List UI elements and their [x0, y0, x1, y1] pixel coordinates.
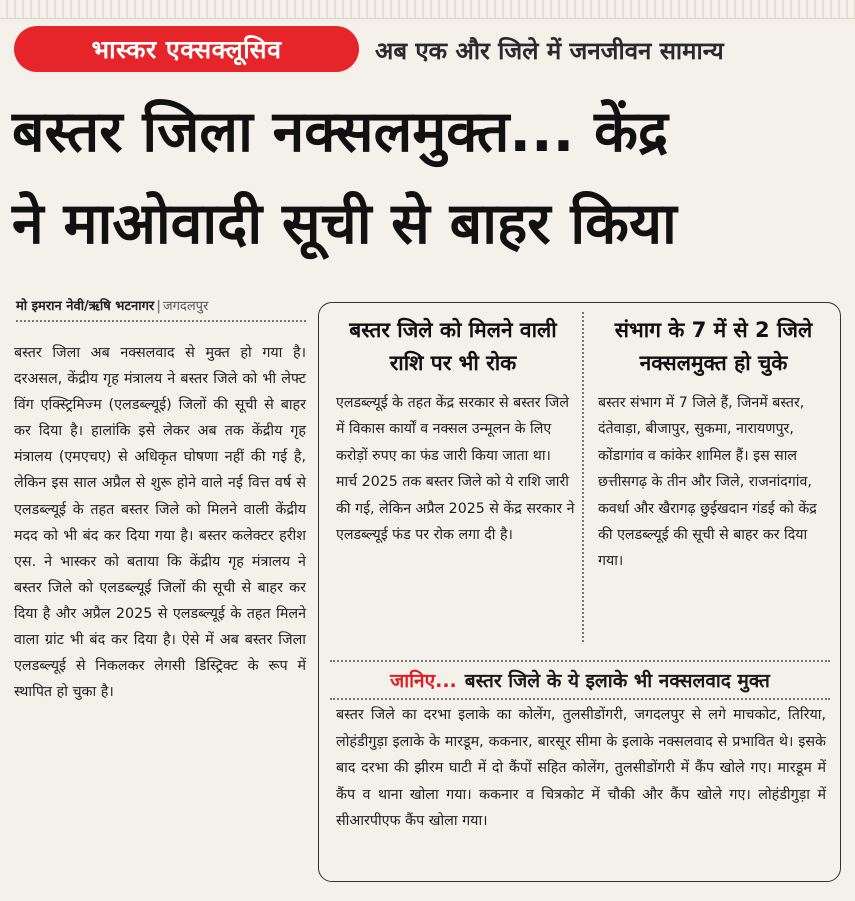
headline-line-2: ने माओवादी सूची से बाहर किया — [12, 191, 677, 257]
sidebar2-title: संभाग के 7 में से 2 जिले नक्सलमुक्त हो चुके — [614, 318, 813, 375]
janiye-body: बस्तर जिले का दरभा इलाके का कोलेंग, तुलसीडोंगरी, जगदलपुर से लगे माचकोट, तिरिया, लोहंडीगुड़ा इलाके के मारडूम, ककनार, बारसूर सीमा के इलाके नक्सलवाद से प्रभावित थे। इसके बाद दरभा की झीरम घाटी में दो कैंपों सहित कोलेंग, तुलसीडोंगरी में कैंप खोले गए। मारडूम में कैंप व थाना खोला गया। ककनार व चित्रकोट में चौकी और कैंप खोले गए। लोहंडीगुड़ा में सीआरपीएफ कैंप खोला गया। — [336, 707, 826, 830]
column-divider — [582, 312, 584, 642]
sidebar1-body: एलडब्ल्यूई के तहत केंद्र सरकार से बस्तर जिले में विकास कार्यों व नक्सल उन्मूलन के लिए करोड़ों रुपए का फंड जारी किया जाता था। मार्च 2025 तक बस्तर जिले को ये राशि जारी की गई, लेकिन अप्रैल 2025 से केंद्र सरकार ने एलडब्ल्यूई फंड पर रोक लगा दी है। — [336, 395, 575, 544]
byline-authors: मो इमरान नेवी/ऋषि भटनागर — [16, 299, 155, 314]
main-headline — [12, 86, 847, 270]
brand-badge-label: भास्कर एक्सक्लूसिव — [91, 35, 282, 64]
main-article-body: बस्तर जिला अब नक्सलवाद से मुक्त हो गया है। दरअसल, केंद्रीय गृह मंत्रालय ने बस्तर जिले को भी लेफ्ट विंग एक्स्ट्रिमिज्म (एलडब्ल्यूई) जिलों की सूची से बाहर कर दिया है। हालांकि इसे लेकर अब तक केंद्रीय गृह मंत्रालय (एमएचए) से अधिकृत घोषणा नहीं की गई है, लेकिन इस साल अप्रैल से शुरू होने वाले नई वित्त वर्ष से एलडब्ल्यूई के तहत बस्तर जिले को मिलने वाली केंद्रीय मदद को भी बंद कर दिया गया है। बस्तर कलेक्टर हरीश एस. ने भास्कर को बताया कि केंद्रीय गृह मंत्रालय ने बस्तर जिले को एलडब्ल्यूई जिलों की सूची से बाहर कर दिया है और अप्रैल 2025 से एलडब्ल्यूई के तहत मिलने वाला ग्रांट भी बंद कर दिया है। ऐसे में अब बस्तर जिला एलडब्ल्यूई से निकलकर लेगसी डिस्ट्रिक्ट के रूप में स्थापित हो चुका है। — [14, 345, 306, 701]
main-article-column — [14, 340, 306, 885]
byline-separator: | — [156, 299, 161, 314]
brand-exclusive-badge — [14, 26, 359, 72]
byline — [16, 296, 306, 322]
sidebar2-body: बस्तर संभाग में 7 जिले हैं, जिनमें बस्तर, दंतेवाड़ा, बीजापुर, सुकमा, नारायणपुर, कोंडागांव व कांकेर शामिल हैं। इस साल छत्तीसगढ़ के तीन और जिले, राजनांदगांव, कवर्धा और खैरागढ़ छुईखदान गंडई को केंद्र की एलडब्ल्यूई की सूची से बाहर कर दिया गया। — [598, 395, 817, 570]
janiye-label: जानिए... — [390, 670, 457, 692]
kicker-subheadline: अब एक और जिले में जनजीवन सामान्य — [375, 36, 724, 65]
sidebar1-title: बस्तर जिले को मिलने वाली राशि पर भी रोक — [349, 318, 557, 375]
decorative-top-border — [0, 0, 855, 19]
janiye-header — [330, 660, 830, 700]
janiye-title: बस्तर जिले के ये इलाके भी नक्सलवाद मुक्त — [464, 670, 770, 692]
headline-line-1: बस्तर जिला नक्सलमुक्त... केंद्र — [12, 99, 669, 165]
byline-location: जगदलपुर — [162, 299, 209, 314]
